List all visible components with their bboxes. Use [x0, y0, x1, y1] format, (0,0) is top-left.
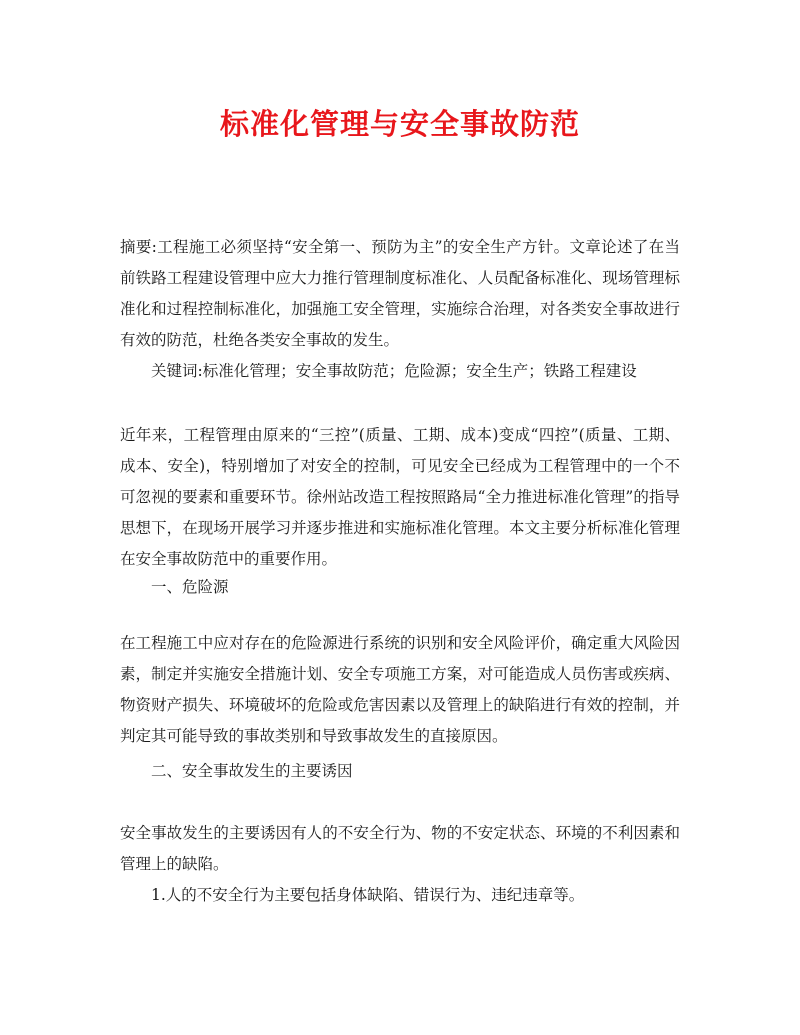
intro-paragraph: 近年来，工程管理由原来的“三控”(质量、工期、成本)变成“四控”(质量、工期、成本、安全)，特别增加了对安全的控制，可见安全已经成为工程管理中的一个不可忽视的要素和重要环节。徐州站改造工程按照路局“全力推进标准化管理”的指导思想下，在现场开展学习并逐步推进和实施标准化管理。本文主要分析标准化管理在安全事故防范中的重要作用。 [120, 426, 680, 568]
accident-causes-paragraph: 安全事故发生的主要诱因有人的不安全行为、物的不安定状态、环境的不利因素和管理上的缺陷。 [120, 824, 680, 873]
document-title: 标准化管理与安全事故防范 [219, 107, 580, 141]
abstract-paragraph: 摘要:工程施工必须坚持“安全第一、预防为主”的安全生产方针。文章论述了在当前铁路工程建设管理中应大力推行管理制度标准化、人员配备标准化、现场管理标准化和过程控制标准化，加强施工安全管理，实施综合治理，对各类安全事故进行有效的防范，杜绝各类安全事故的发生。 [120, 238, 680, 349]
section-heading-hazards: 一、危险源 [151, 578, 229, 596]
hazards-paragraph: 在工程施工中应对存在的危险源进行系统的识别和安全风险评价，确定重大风险因素，制定并实施安全措施计划、安全专项施工方案，对可能造成人员伤害或疾病、物资财产损失、环境破坏的危险或危害因素以及管理上的缺陷进行有效的控制，并判定其可能导致的事故类别和导致事故发生的直接原因。 [120, 634, 680, 745]
list-item: 1.人的不安全行为主要包括身体缺陷、错误行为、违纪违章等。 [151, 886, 585, 904]
section-heading-accident-causes: 二、安全事故发生的主要诱因 [151, 762, 353, 780]
keywords-line: 关键词:标准化管理；安全事故防范；危险源；安全生产；铁路工程建设 [151, 362, 637, 380]
